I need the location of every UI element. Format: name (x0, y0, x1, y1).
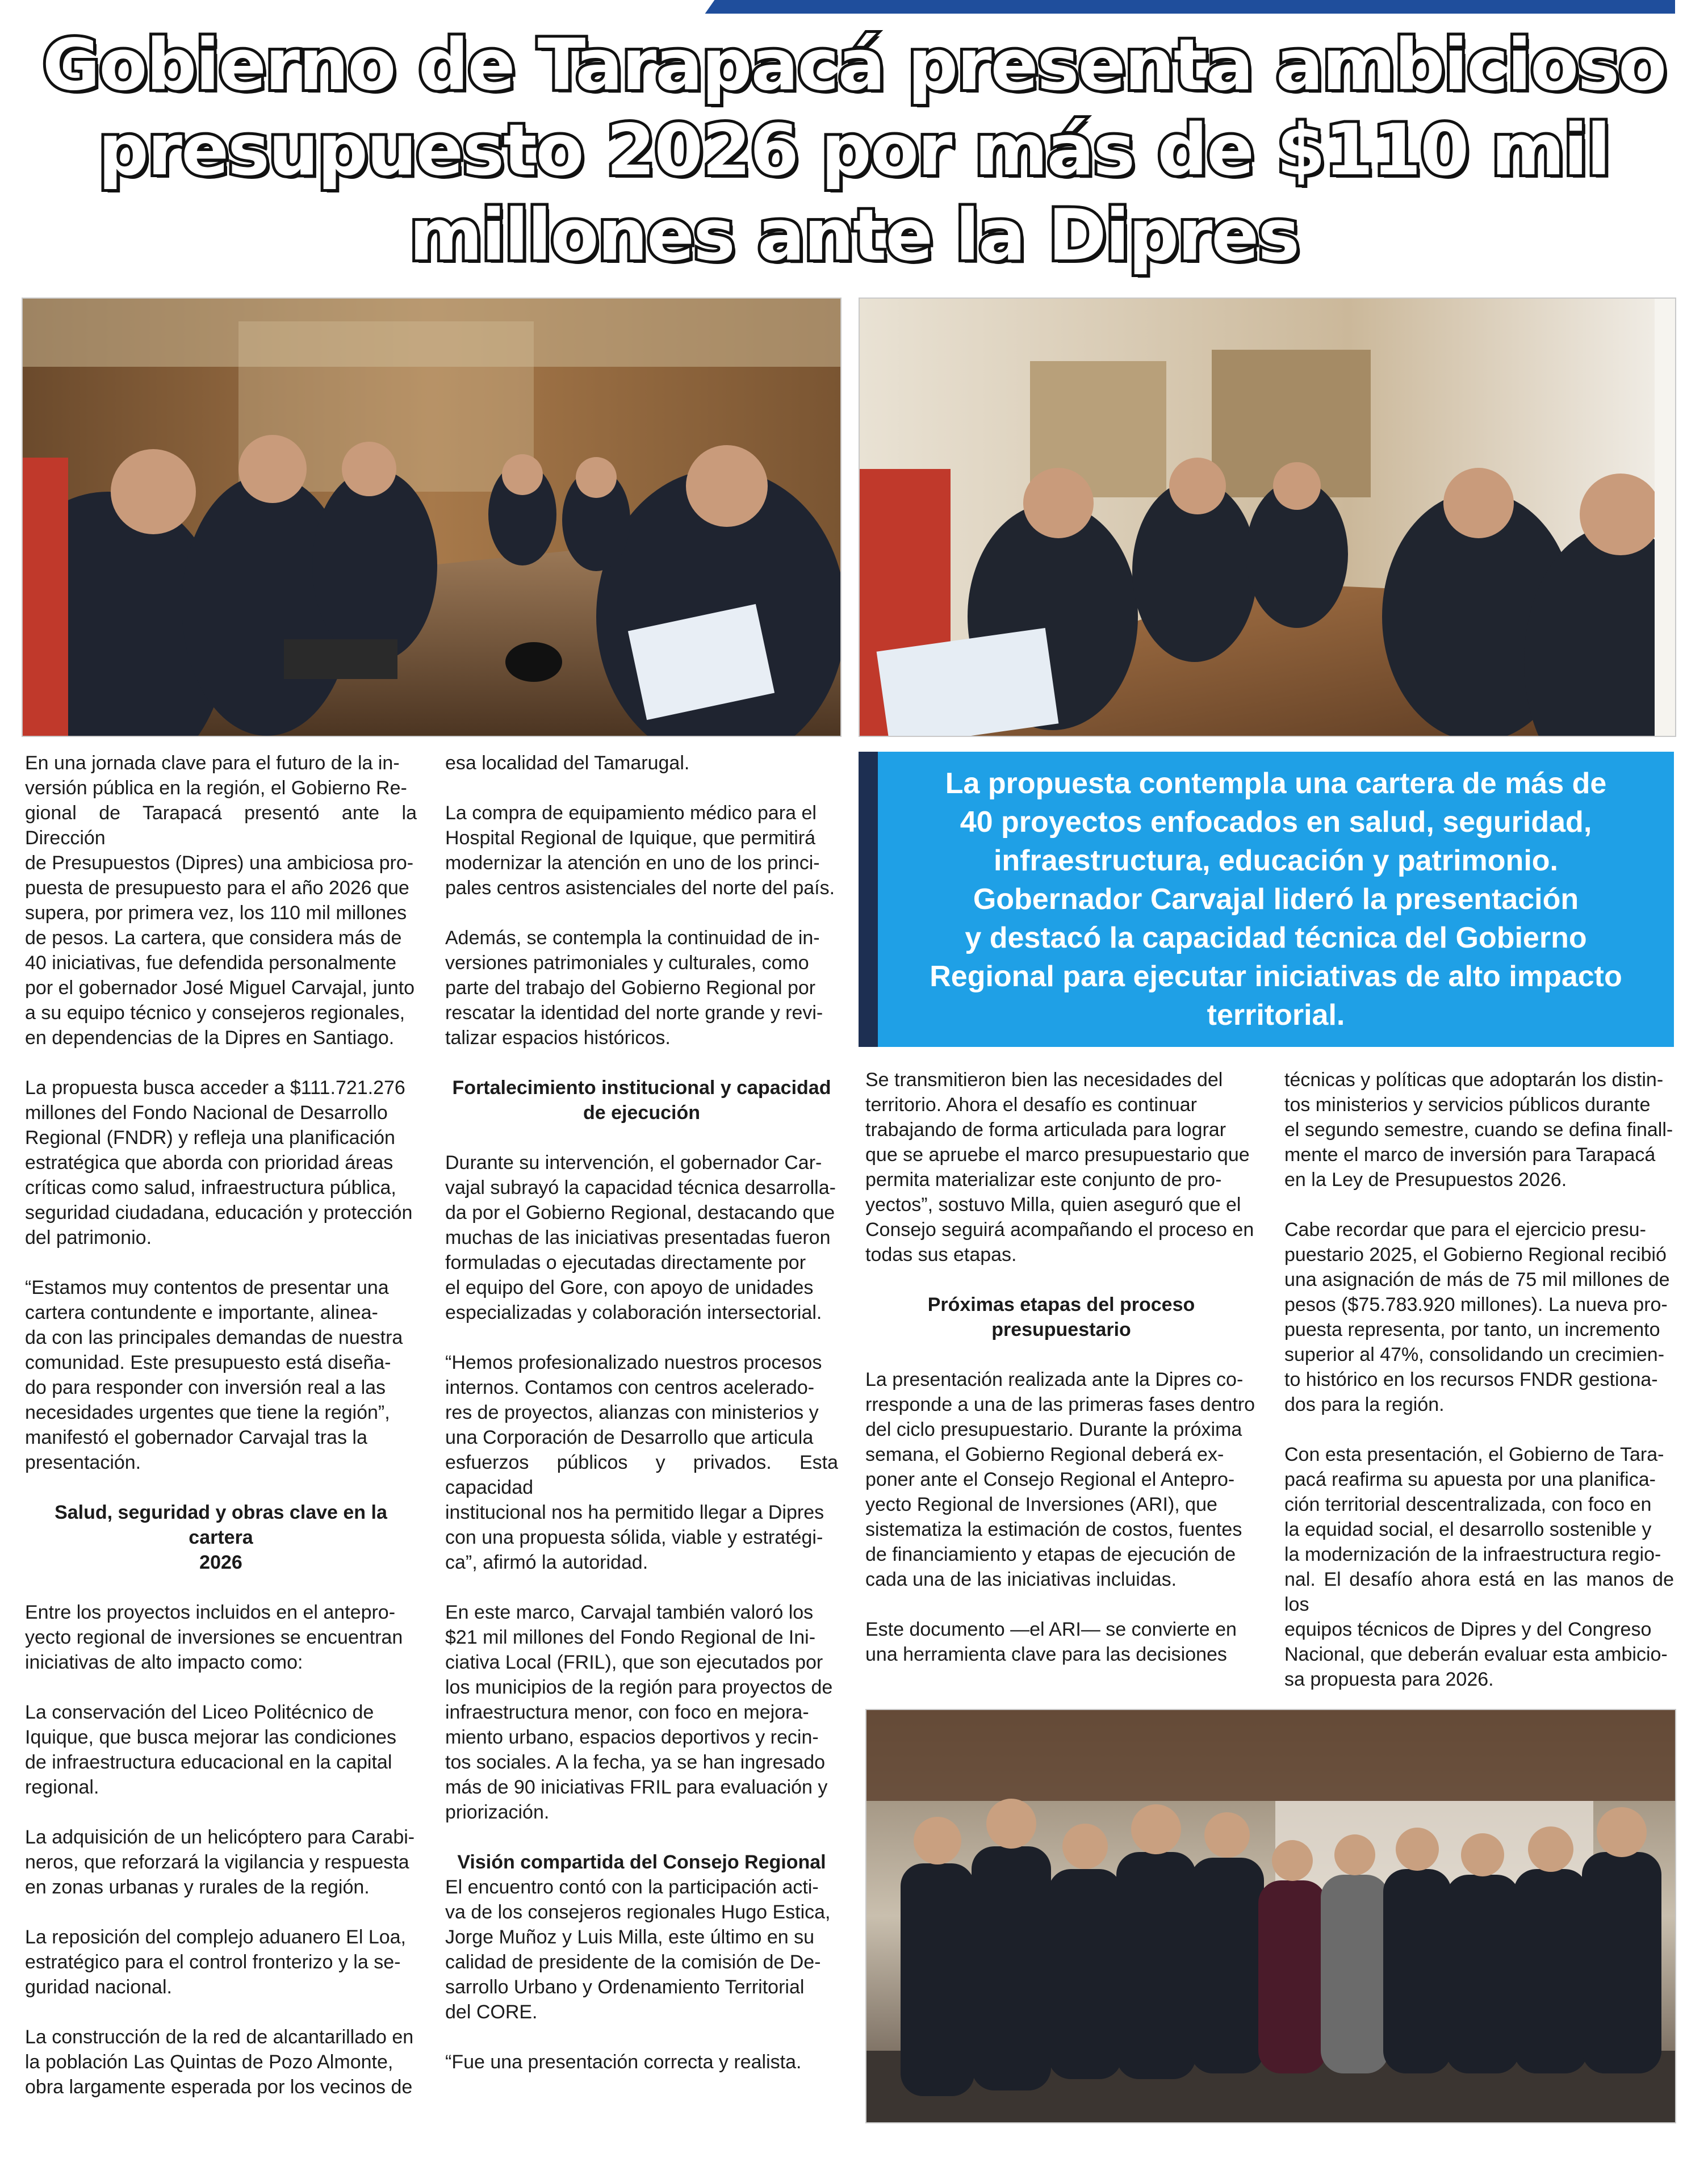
section-heading: Fortalecimiento institucional y capacidad de ejecución (452, 1077, 831, 1124)
paragraph: esa localidad del Tamarugal. (445, 752, 690, 774)
section-heading: Visión compartida del Consejo Regional (457, 1851, 826, 1873)
paragraph: Este documento —el ARI— se convierte en una herramienta clave para las decisiones (865, 1619, 1237, 1665)
meeting-table-photo (859, 298, 1676, 737)
paragraph: “Hemos profesionalizado nuestros procesos internos. Contamos con centros acelerado- res de proyectos, alianzas con ministerios y una Corporación de Desarrollo que articula esfuerzos públicos y privados. Esta capacidad institucional nos ha permitido llegar a Dipres con una propuesta sólida, viable y estratégi- ca”, afirmó la autoridad. (445, 1352, 838, 1573)
paragraph: Cabe recordar que para el ejercicio presu- puestario 2025, el Gobierno Regional recibió una asignación de más de 75 mil millones de pesos ($75.783.920 millones). La nueva pro- puesta representa, por tanto, un incremento superior al 47%, consolidando un crecimien- to histórico en los recursos FNDR gestiona- dos para la región. (1284, 1219, 1670, 1415)
callout-text: La propuesta contempla una cartera de más de 40 proyectos enfocados en salud, seguridad, infraestructura, educación y patrimonio. Gobernador Carvajal lideró la presentación y destacó la capacidad técnica del Gobierno Regional para ejecutar iniciativas de alto impacto territorial. (930, 767, 1622, 1032)
article-column-2 (445, 751, 838, 2100)
paragraph: técnicas y políticas que adoptarán los distin- tos ministerios y servicios públicos durante el segundo semestre, cuando se defina finall- mente el marco de inversión para Tarapacá en la Ley de Presupuestos 2026. (1284, 1069, 1673, 1191)
paragraph: La compra de equipamiento médico para el Hospital Regional de Iquique, que permitirá modernizar la atención en uno de los princi- pales centros asistenciales del norte del país. (445, 802, 835, 899)
article-column-4 (1284, 1067, 1674, 1717)
paragraph: La propuesta busca acceder a $111.721.276 millones del Fondo Nacional de Desarrollo Regional (FNDR) y refleja una planificación estratégica que aborda con prioridad áreas críticas como salud, infraestructura pública, seguridad ciudadana, educación y protección del patrimonio. (25, 1077, 413, 1248)
paragraph: “Estamos muy contentos de presentar una cartera contundente e importante, alinea- da con las principales demandas de nuestra comunidad. Este presupuesto está diseña- do para responder con inversión real a las necesidades urgentes que tiene la región”, manifestó el gobernador Carvajal tras la presentación. (25, 1277, 403, 1473)
paragraph: Con esta presentación, el Gobierno de Tara- pacá reafirma su apuesta por una planifica- ción territorial descentralizada, con foco en la equidad social, el desarrollo sostenible y la modernización de la infraestructura regio- nal. El desafío ahora está en las manos de los equipos técnicos de Dipres y del Congreso Nacional, que deberán evaluar esta ambicio- sa propuesta para 2026. (1284, 1444, 1674, 1690)
paragraph: Entre los proyectos incluidos en el antepro- yecto regional de inversiones se encuentran iniciativas de alto impacto como: (25, 1602, 403, 1673)
paragraph: La adquisición de un helicóptero para Carabi- neros, que reforzará la vigilancia y respuesta en zonas urbanas y rurales de la región. (25, 1826, 415, 1898)
callout-box (859, 752, 1674, 1047)
headline: Gobierno de Tarapacá presenta ambicioso presupuesto 2026 por más de $110 mil millones ante la Dipres (42, 24, 1666, 276)
paragraph: Se transmitieron bien las necesidades del territorio. Ahora el desafío es continuar trabajando de forma articulada para lograr que se apruebe el marco presupuestario que permita materializar este conjunto de pro- yectos”, sostuvo Milla, quien aseguró que el Consejo seguirá acompañando el proceso en todas sus etapas. (865, 1069, 1254, 1266)
section-heading: Salud, seguridad y obras clave en la cartera 2026 (55, 1502, 387, 1573)
article-column-3 (865, 1067, 1257, 1692)
paragraph: El encuentro contó con la participación acti- va de los consejeros regionales Hugo Estica, Jorge Muñoz y Luis Milla, este último en su calidad de presidente de la comisión de De- sarrollo Urbano y Ordenamiento Territorial del CORE. (445, 1876, 831, 2023)
meeting-room-photo (22, 298, 842, 737)
paragraph: En este marco, Carvajal también valoró los $21 mil millones del Fondo Regional de Ini- ciativa Local (FRIL), que son ejecutados por los municipios de la región para proyectos de infraestructura menor, con foco en mejora- miento urbano, espacios deportivos y recin- tos sociales. A la fecha, ya se han ingresado más de 90 iniciativas FRIL para evaluación y priorización. (445, 1602, 833, 1823)
paragraph: La reposición del complejo aduanero El Loa, estratégico para el control fronterizo y la se- guridad nacional. (25, 1926, 407, 1998)
group-portrait-photo (865, 1709, 1676, 2123)
paragraph: La conservación del Liceo Politécnico de Iquique, que busca mejorar las condiciones de infraestructura educacional en la capital regional. (25, 1702, 396, 1798)
top-accent-bar (696, 0, 1675, 14)
section-heading: Próximas etapas del proceso presupuestario (927, 1294, 1195, 1340)
paragraph: La presentación realizada ante la Dipres co- rresponde a una de las primeras fases dentro del ciclo presupuestario. Durante la próxima semana, el Gobierno Regional deberá ex- poner ante el Consejo Regional el Antepro- yecto Regional de Inversiones (ARI), que sistematiza la estimación de costos, fuentes de financiamiento y etapas de ejecución de cada una de las iniciativas incluidas. (865, 1369, 1255, 1590)
paragraph: Durante su intervención, el gobernador Car- vajal subrayó la capacidad técnica desarrolla- da por el Gobierno Regional, destacando que muchas de las iniciativas presentadas fueron formuladas o ejecutadas directamente por el equipo del Gore, con apoyo de unidades especializadas y colaboración intersectorial. (445, 1152, 836, 1323)
paragraph: Además, se contempla la continuidad de in- versiones patrimoniales y culturales, como parte del trabajo del Gobierno Regional por rescatar la identidad del norte grande y revi- talizar espacios históricos. (445, 927, 823, 1049)
paragraph: En una jornada clave para el futuro de la in- versión pública en la región, el Gobierno Re- gional de Tarapacá presentó ante la Dirección de Presupuestos (Dipres) una ambiciosa pro- puesta de presupuesto para el año 2026 que supera, por primera vez, los 110 mil millones de pesos. La cartera, que considera más de 40 iniciativas, fue defendida personalmente por el gobernador José Miguel Carvajal, junto a su equipo técnico y consejeros regionales, en dependencias de la Dipres en Santiago. (25, 752, 417, 1049)
paragraph: “Fue una presentación correcta y realista. (445, 2051, 802, 2073)
paragraph: La construcción de la red de alcantarillado en la población Las Quintas de Pozo Almonte, obra largamente esperada por los vecinos de (25, 2026, 414, 2098)
article-column-1 (25, 751, 417, 2125)
